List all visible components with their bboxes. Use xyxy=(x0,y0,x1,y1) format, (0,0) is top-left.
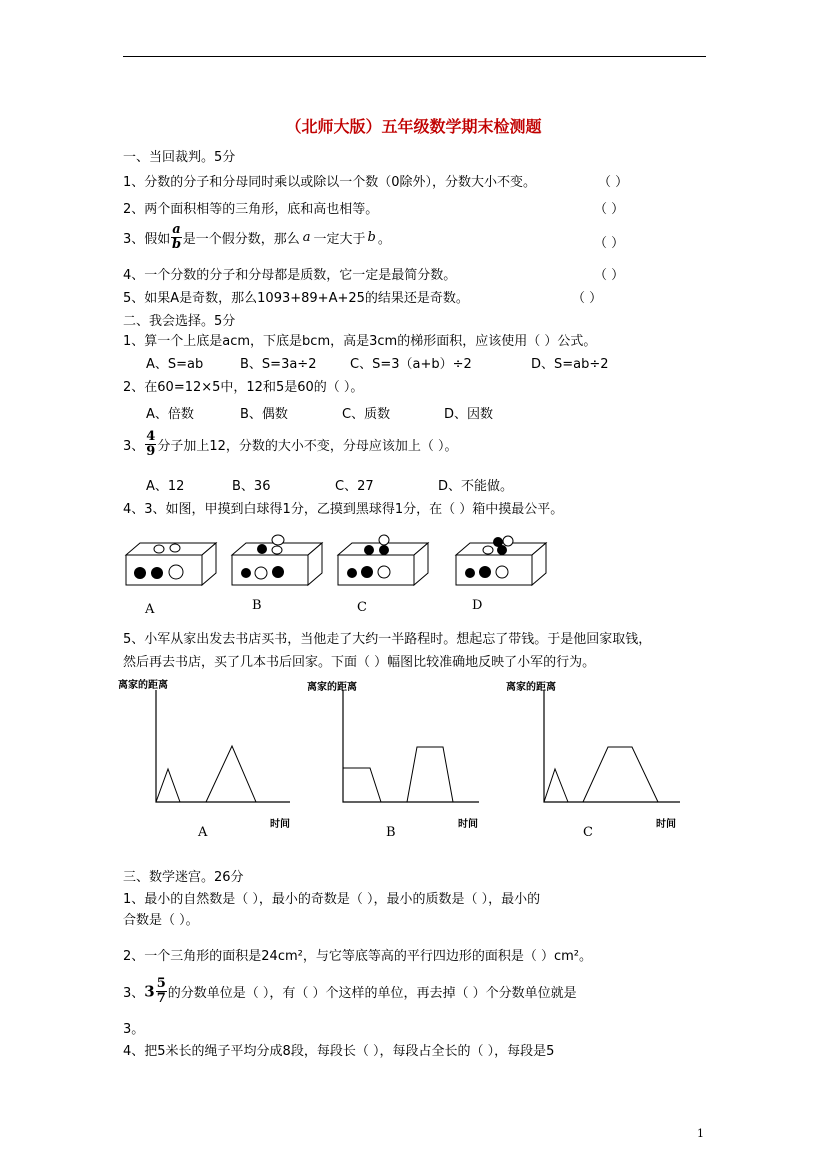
box-label-b: B xyxy=(252,598,262,613)
graph-c-line-2 xyxy=(583,747,658,802)
section-3-heading: 三、数学迷宫。26分 xyxy=(123,870,244,885)
box-label-a: A xyxy=(145,602,155,617)
s2-q2-option-a[interactable]: A、倍数 xyxy=(146,407,194,422)
box-label-c: C xyxy=(357,600,367,615)
s2-q3-option-b[interactable]: B、36 xyxy=(232,479,271,494)
graph-label-a: A xyxy=(198,825,208,840)
fraction-numerator: 4 xyxy=(146,429,156,444)
s2-q3-option-a[interactable]: A、12 xyxy=(146,479,185,494)
graph-b-axes xyxy=(343,690,479,802)
box-b[interactable] xyxy=(232,535,322,585)
graph-a-xlabel: 时间 xyxy=(270,819,290,830)
box-d[interactable] xyxy=(456,536,546,585)
s2-q1-option-c[interactable]: C、S=3（a+b）÷2 xyxy=(350,357,472,372)
s3-question-4: 4、把5米长的绳子平均分成8段，每段长（ ），每段占全长的（ ），每段是5 xyxy=(123,1044,555,1059)
s2-question-5-line-2: 然后再去书店，买了几本书后回家。下面（ ）幅图比较准确地反映了小军的行为。 xyxy=(123,655,596,670)
box-a[interactable] xyxy=(126,543,216,585)
graph-b-line-1 xyxy=(343,768,381,802)
s2-q2-option-c[interactable]: C、质数 xyxy=(342,407,391,422)
s2-question-5-line-1: 5、小军从家出发去书店买书，当他走了大约一半路程时。想起忘了带钱。于是他回家取钱， xyxy=(123,632,652,647)
s1-answer-paren-2[interactable]: （ ） xyxy=(594,202,625,217)
graph-c-axes xyxy=(544,690,680,802)
fraction-numerator: 5 xyxy=(156,976,166,991)
s2-q1-option-d[interactable]: D、S=ab÷2 xyxy=(531,357,609,372)
s3-question-3 xyxy=(123,977,577,1006)
s1-q3-prefix: 3、假如 xyxy=(123,232,171,247)
fraction-denominator: 9 xyxy=(146,444,156,459)
s1-q3-end: 。 xyxy=(377,232,391,247)
fraction-4-over-9 xyxy=(145,430,156,459)
s3-q3-prefix: 3、 xyxy=(123,986,145,1001)
fraction-5-over-7 xyxy=(156,977,167,1006)
s3-question-1-line-2: 合数是（ ）。 xyxy=(123,913,199,928)
mixed-number-whole: 3 xyxy=(144,982,155,1001)
s1-answer-paren-1[interactable]: （ ） xyxy=(598,175,629,190)
s1-question-2: 2、两个面积相等的三角形，底和高也相等。 xyxy=(123,202,379,217)
s2-q1-option-b[interactable]: B、S=3a÷2 xyxy=(240,357,317,372)
s1-question-4: 4、一个分数的分子和分母都是质数，它一定是最简分数。 xyxy=(123,268,457,283)
s1-answer-paren-5[interactable]: （ ） xyxy=(572,291,603,306)
s2-question-1: 1、算一个上底是acm，下底是bcm，高是3cm的梯形面积，应该使用（ ）公式。 xyxy=(123,334,597,349)
s1-answer-paren-3[interactable]: （ ） xyxy=(594,236,625,251)
box-c[interactable] xyxy=(338,535,428,585)
graph-c-ylabel: 离家的距离 xyxy=(506,682,556,693)
s2-question-2: 2、在60=12×5中，12和5是60的（ ）。 xyxy=(123,380,364,395)
variable-b: b xyxy=(367,230,376,245)
graph-c-line-1 xyxy=(544,769,568,802)
s2-q1-option-a[interactable]: A、S=ab xyxy=(146,357,204,372)
graph-a-axes xyxy=(156,690,290,802)
fraction-a-over-b xyxy=(171,223,181,252)
page-number: 1 xyxy=(697,1127,704,1140)
graph-b xyxy=(337,690,487,810)
fraction-numerator: a xyxy=(172,222,181,237)
graph-a-line-2 xyxy=(206,746,256,802)
graph-a xyxy=(150,690,300,810)
graph-label-c: C xyxy=(583,825,593,840)
fraction-denominator: b xyxy=(171,237,182,252)
header-rule xyxy=(123,56,706,57)
s1-q3-middle: 是一个假分数，那么 xyxy=(182,232,300,247)
section-2-heading: 二、我会选择。5分 xyxy=(123,314,236,329)
graph-a-line-1 xyxy=(156,769,180,802)
graph-a-ylabel: 离家的距离 xyxy=(118,680,168,691)
s3-question-2: 2、一个三角形的面积是24cm²，与它等底等高的平行四边形的面积是（ ）cm²。 xyxy=(123,949,592,964)
graph-b-line-2 xyxy=(407,747,453,802)
graph-c-xlabel: 时间 xyxy=(656,819,676,830)
s3-q3-text: 的分数单位是（ ），有（ ）个这样的单位，再去掉（ ）个分数单位就是 xyxy=(167,986,577,1001)
s2-question-4: 4、3、如图，甲摸到白球得1分，乙摸到黑球得1分，在（ ）箱中摸最公平。 xyxy=(123,502,564,517)
s2-q2-option-b[interactable]: B、偶数 xyxy=(240,407,288,422)
s1-question-5: 5、如果A是奇数，那么1093+89+A+25的结果还是奇数。 xyxy=(123,291,469,306)
ball-boxes-figure xyxy=(120,525,560,595)
s2-q3-prefix: 3、 xyxy=(123,439,145,454)
s2-question-3 xyxy=(123,430,458,459)
graph-c xyxy=(538,690,688,810)
page-title: （北师大版）五年级数学期末检测题 xyxy=(285,117,542,136)
s1-q3-middle-2: 一定大于 xyxy=(313,232,366,247)
s2-q3-option-d[interactable]: D、不能做。 xyxy=(438,479,514,494)
variable-a: a xyxy=(302,230,311,245)
s2-q2-option-d[interactable]: D、因数 xyxy=(444,407,494,422)
s3-question-3-line-2: 3。 xyxy=(123,1022,145,1037)
s1-question-3 xyxy=(123,223,391,252)
s1-question-1: 1、分数的分子和分母同时乘以或除以一个数（0除外），分数大小不变。 xyxy=(123,175,537,190)
box-label-d: D xyxy=(472,598,483,613)
s1-answer-paren-4[interactable]: （ ） xyxy=(594,268,625,283)
graph-b-xlabel: 时间 xyxy=(458,819,478,830)
s2-q3-option-c[interactable]: C、27 xyxy=(335,479,374,494)
s2-q3-text: 分子加上12，分数的大小不变，分母应该加上（ ）。 xyxy=(157,439,458,454)
section-1-heading: 一、当回裁判。5分 xyxy=(123,150,236,165)
graph-b-ylabel: 离家的距离 xyxy=(307,682,357,693)
graph-label-b: B xyxy=(386,825,396,840)
fraction-denominator: 7 xyxy=(156,991,166,1006)
s3-question-1-line-1: 1、最小的自然数是（ ），最小的奇数是（ ），最小的质数是（ ），最小的 xyxy=(123,892,541,907)
